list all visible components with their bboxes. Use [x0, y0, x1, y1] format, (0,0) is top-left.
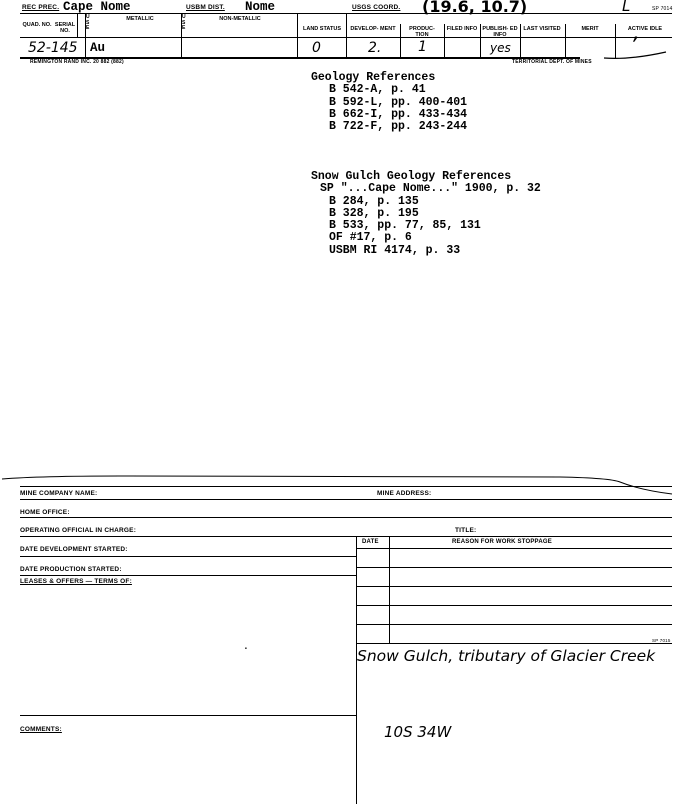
reference-line: USBM RI 4174, p. 33: [329, 243, 461, 257]
mine-address-label: MINE ADDRESS:: [377, 490, 432, 497]
development-value: 2.: [368, 40, 382, 56]
corner-mark: L: [622, 0, 631, 15]
col-divider: [346, 13, 347, 58]
geology-references: [311, 72, 467, 133]
col-divider: [400, 24, 401, 58]
snow-gulch-references: [311, 171, 541, 257]
col-divider: [444, 24, 445, 58]
comments-top-rule: [20, 715, 356, 716]
stoppage-header-rule: [356, 548, 672, 549]
reference-line: B 722-F, pp. 243-244: [329, 120, 468, 134]
snow-gulch-title: Snow Gulch Geology References: [311, 170, 512, 183]
metallic-value: Au: [90, 41, 106, 55]
metallic-header: METALLIC: [126, 16, 154, 22]
reference-line: OF #17, p. 6: [329, 231, 412, 245]
geology-title: Geology References: [311, 71, 436, 84]
rule-5: [20, 575, 356, 576]
use-header-metallic: U S E: [86, 14, 90, 31]
published-info-value: yes: [490, 41, 511, 55]
land-status-value: 0: [312, 40, 321, 56]
stoppage-row-rule: [356, 624, 672, 625]
form-number-bottom: SP 7015: [652, 638, 671, 643]
reference-line: B 284, p. 135: [329, 194, 419, 208]
date-production-started-label: DATE PRODUCTION STARTED:: [20, 566, 122, 573]
nonmetallic-header: NON-METALLIC: [219, 16, 261, 22]
form-number-top: SP 7014: [652, 6, 673, 12]
reference-line: B 542-A, p. 41: [329, 83, 426, 97]
handwritten-township-range: 10S 34W: [384, 723, 452, 741]
use-header-nonmetallic: U S E: [182, 14, 186, 31]
date-development-started-label: DATE DEVELOPMENT STARTED:: [20, 546, 128, 553]
col-divider: [520, 24, 521, 58]
rule-3: [20, 536, 672, 537]
department-footer: TERRITORIAL DEPT. OF MINES: [512, 59, 592, 65]
filed-info-header: FILED INFO: [446, 26, 478, 32]
stoppage-row-rule: [356, 605, 672, 606]
rule-1: [20, 499, 672, 500]
stoppage-row-rule: [356, 567, 672, 568]
stoppage-row-rule: [356, 643, 672, 644]
production-header: PRODUC- TION: [409, 26, 435, 38]
home-office-label: HOME OFFICE:: [20, 509, 70, 516]
date-column-divider: [389, 536, 390, 644]
reason-column-header: REASON FOR WORK STOPPAGE: [452, 539, 552, 545]
usgs-coord-value: (19.6, 10.7): [422, 0, 528, 16]
quad-no-header: QUAD. NO.: [22, 22, 52, 28]
comments-label: COMMENTS:: [20, 726, 62, 733]
rule-2: [20, 517, 672, 518]
leases-offers-label: LEASES & OFFERS — TERMS OF:: [20, 578, 132, 585]
corner-curve-mark: [600, 40, 670, 62]
reference-line: B 533, pp. 77, 85, 131: [329, 219, 481, 233]
form-top-wavy-rule: [0, 470, 678, 500]
last-visited-header: LAST VISITED: [523, 26, 561, 32]
rec-prec-value: Cape Nome: [63, 0, 131, 14]
active-idle-header: ACTIVE IDLE: [627, 26, 663, 32]
date-column-header: DATE: [362, 539, 379, 545]
col-divider: [565, 24, 566, 58]
usbm-dist-value: Nome: [245, 0, 276, 14]
land-status-header: LAND STATUS: [303, 26, 341, 32]
mine-company-top-rule: [20, 486, 672, 487]
col-divider: [480, 24, 481, 58]
usbm-dist-label: USBM DIST.: [186, 4, 225, 11]
stoppage-row-rule: [356, 586, 672, 587]
published-info-header: PUBLISH- ED INFO: [482, 26, 518, 38]
serial-no-header: SERIAL NO.: [54, 22, 76, 34]
col-divider: [297, 13, 298, 58]
reference-line: B 662-I, pp. 433-434: [329, 107, 468, 121]
active-idle-mark: ’: [630, 34, 637, 59]
development-header: DEVELOP- MENT: [350, 26, 396, 32]
printer-footer: REMINGTON RAND INC. 20 882 (882): [30, 59, 124, 65]
rec-prec-label: REC PREC.: [22, 4, 60, 11]
reference-line: B 328, p. 195: [329, 206, 419, 220]
quad-serial-value: 52-145: [28, 40, 78, 56]
stray-mark: .: [244, 638, 248, 652]
stoppage-left-border: [356, 536, 357, 804]
handwritten-location-note: Snow Gulch, tributary of Glacier Creek: [357, 647, 656, 665]
reference-line: SP "...Cape Nome..." 1900, p. 32: [320, 182, 541, 196]
production-value: 1: [418, 39, 427, 55]
title-label: TITLE:: [455, 527, 477, 534]
reference-line: B 592-L, pp. 400-401: [329, 95, 468, 109]
mine-company-name-label: MINE COMPANY NAME:: [20, 490, 98, 497]
merit-header: MERIT: [581, 26, 599, 32]
rule-4: [20, 556, 356, 557]
operating-official-label: OPERATING OFFICIAL IN CHARGE:: [20, 527, 137, 534]
usgs-coord-label: USGS COORD.: [352, 4, 401, 11]
